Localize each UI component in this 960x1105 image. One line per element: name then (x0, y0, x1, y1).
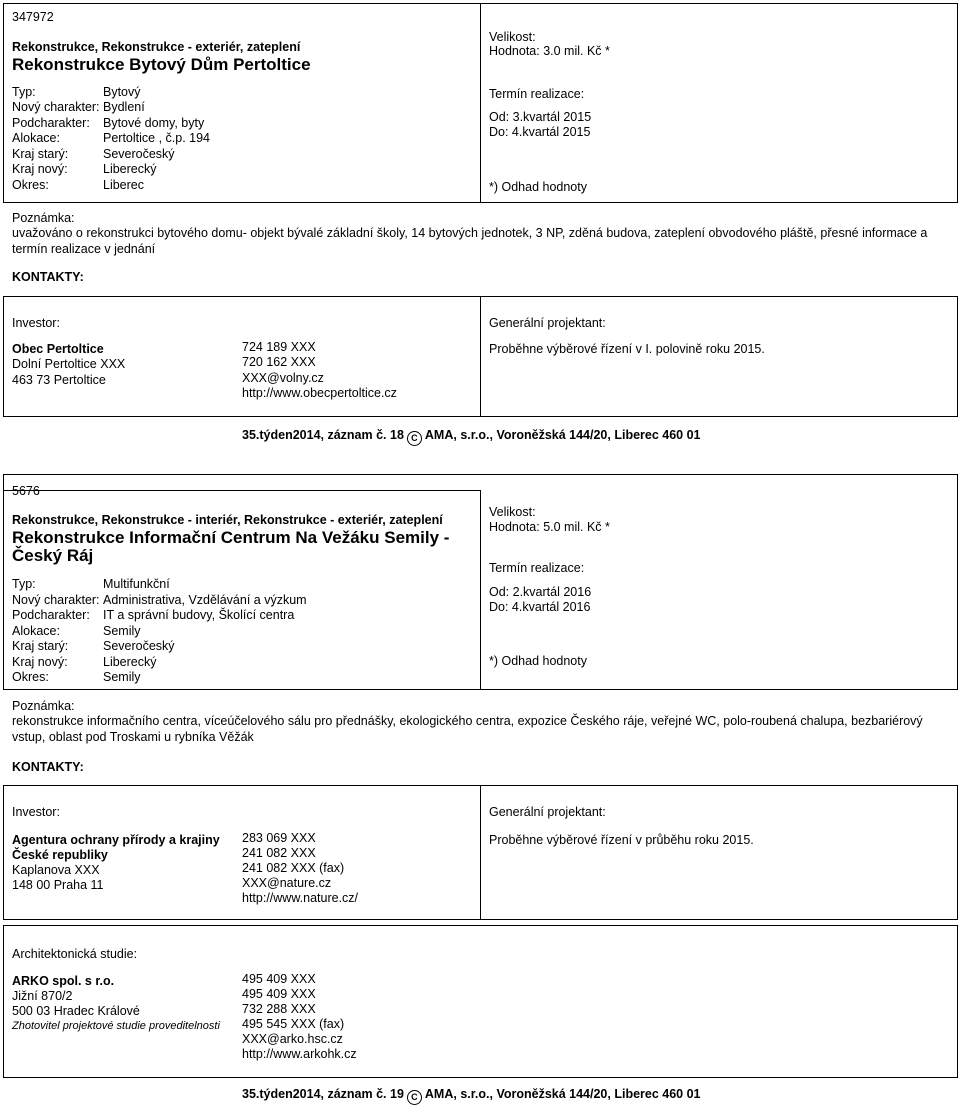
term-label: Termín realizace: (489, 87, 585, 101)
investor-contact-line: 241 082 XXX (fax) (242, 861, 345, 875)
term-to: Do: 4.kvartál 2016 (489, 600, 591, 614)
field-row (12, 593, 307, 608)
footer-pre: 35.týden2014, záznam č. 19 (242, 1087, 404, 1101)
record-title: Rekonstrukce Bytový Dům Pertoltice (12, 55, 311, 74)
record-categories: Rekonstrukce, Rekonstrukce - interiér, Rekonstrukce - exteriér, zateplení (12, 513, 443, 527)
field-value: Liberec (103, 178, 144, 192)
field-value: Liberecký (103, 162, 157, 176)
field-row (12, 147, 175, 162)
investor-contact-line: 241 082 XXX (242, 846, 316, 860)
investor-label: Investor: (12, 805, 60, 819)
investor-address-line: Kaplanova XXX (12, 863, 100, 877)
investor-address-line: Dolní Pertoltice XXX (12, 357, 126, 371)
architect-contact-line: 495 409 XXX (242, 972, 316, 986)
gp-label: Generální projektant: (489, 805, 606, 819)
architect-name: ARKO spol. s r.o. (12, 974, 115, 988)
investor-name-line1: Agentura ochrany přírody a krajiny (12, 833, 220, 847)
investor-contact-line: XXX@nature.cz (242, 876, 332, 890)
record-title-line1: Rekonstrukce Informační Centrum Na Vežáku Semily - (12, 528, 450, 547)
investor-label: Investor: (12, 316, 60, 330)
field-row (12, 670, 141, 685)
field-label: Kraj nový: (12, 162, 68, 176)
field-label: Alokace: (12, 131, 60, 145)
architect-contact-line: 732 288 XXX (242, 1002, 316, 1016)
contacts-heading: KONTAKTY: (12, 760, 84, 774)
field-value: Bydlení (103, 100, 145, 114)
investor-address-line: 148 00 Praha 11 (12, 878, 104, 892)
estimate-note: *) Odhad hodnoty (489, 654, 587, 668)
field-label: Nový charakter: (12, 100, 100, 114)
architect-address-line: 500 03 Hradec Králové (12, 1004, 140, 1018)
contacts-divider (480, 785, 481, 920)
gp-label: Generální projektant: (489, 316, 606, 330)
field-value: Semily (103, 624, 141, 638)
record-footer (242, 1087, 701, 1105)
investor-contact-line: http://www.obecpertoltice.cz (242, 386, 397, 400)
term-to: Do: 4.kvartál 2015 (489, 125, 591, 139)
record-categories: Rekonstrukce, Rekonstrukce - exteriér, zateplení (12, 40, 301, 54)
record-1-divider (480, 3, 481, 203)
contacts-heading: KONTAKTY: (12, 270, 84, 284)
field-value: Liberecký (103, 655, 157, 669)
record-id: 5676 (12, 484, 40, 498)
field-value: Severočeský (103, 147, 175, 161)
architect-contact-line: 495 545 XXX (fax) (242, 1017, 345, 1031)
investor-name-line2: České republiky (12, 848, 108, 862)
note-text: rekonstrukce informačního centra, víceúčelového sálu pro přednášky, ekologického centra, expozice Českého ráje, veřejné WC, polo-roubená chalupa, bezbariérový vstup, oblast pod Troskami u rybníka Věžák (12, 714, 923, 744)
record-2-id-separator (3, 490, 480, 491)
architect-role: Zhotovitel projektové studie proveditelnosti (12, 1020, 220, 1032)
investor-contact-line: http://www.nature.cz/ (242, 891, 359, 905)
field-row (12, 116, 204, 131)
investor-address-line: 463 73 Pertoltice (12, 373, 106, 387)
footer-post: AMA, s.r.o., Voroněžská 144/20, Liberec 460 01 (424, 428, 701, 442)
size-value: Hodnota: 3.0 mil. Kč * (489, 44, 610, 58)
field-value: Severočeský (103, 639, 175, 653)
record-id: 347972 (12, 10, 54, 24)
field-label: Okres: (12, 670, 49, 684)
field-label: Kraj nový: (12, 655, 68, 669)
footer-pre: 35.týden2014, záznam č. 18 (242, 428, 404, 442)
estimate-note: *) Odhad hodnoty (489, 180, 587, 194)
field-value: Multifunkční (103, 577, 170, 591)
architect-contact-line: 495 409 XXX (242, 987, 316, 1001)
field-label: Typ: (12, 577, 36, 591)
field-value: IT a správní budovy, Školící centra (103, 608, 295, 622)
size-value: Hodnota: 5.0 mil. Kč * (489, 520, 610, 534)
record-title-line2: Český Ráj (12, 546, 94, 565)
field-row (12, 639, 175, 654)
field-row (12, 162, 157, 177)
field-label: Okres: (12, 178, 49, 192)
field-value: Pertoltice , č.p. 194 (103, 131, 211, 145)
note-text: uvažováno o rekonstrukci bytového domu- objekt bývalé základní školy, 14 bytových jednotek, 3 NP, zděná budova, zateplení obvodového pláště, přesné informace a termín realizace v jednání (12, 226, 928, 256)
field-label: Podcharakter: (12, 608, 90, 622)
gp-text: Proběhne výběrové řízení v průběhu roku 2015. (489, 833, 754, 847)
field-row (12, 624, 141, 639)
footer-post: AMA, s.r.o., Voroněžská 144/20, Liberec 460 01 (424, 1087, 701, 1101)
architect-box (3, 925, 958, 1078)
field-value: Semily (103, 670, 141, 684)
investor-name: Obec Pertoltice (12, 342, 104, 356)
field-value: Administrativa, Vzdělávání a výzkum (103, 593, 307, 607)
term-from: Od: 2.kvartál 2016 (489, 585, 592, 599)
note-label: Poznámka: (12, 699, 75, 713)
size-label: Velikost: (489, 505, 536, 519)
copyright-icon: C (407, 431, 422, 446)
field-row (12, 178, 144, 193)
field-row (12, 577, 170, 592)
field-label: Podcharakter: (12, 116, 90, 130)
investor-contact-line: 724 189 XXX (242, 340, 316, 354)
investor-contact-line: 283 069 XXX (242, 831, 316, 845)
field-label: Alokace: (12, 624, 60, 638)
field-value: Bytové domy, byty (103, 116, 205, 130)
field-row (12, 131, 210, 146)
architect-contact-line: http://www.arkohk.cz (242, 1047, 357, 1061)
architect-contact-line: XXX@arko.hsc.cz (242, 1032, 343, 1046)
field-row (12, 655, 157, 670)
architect-address-line: Jižní 870/2 (12, 989, 73, 1003)
field-label: Kraj starý: (12, 639, 69, 653)
field-label: Kraj starý: (12, 147, 69, 161)
term-from: Od: 3.kvartál 2015 (489, 110, 592, 124)
architect-label: Architektonická studie: (12, 947, 138, 961)
record-footer (242, 428, 701, 446)
size-label: Velikost: (489, 30, 536, 44)
note-label: Poznámka: (12, 211, 75, 225)
investor-contact-line: 720 162 XXX (242, 355, 316, 369)
contacts-divider (480, 296, 481, 417)
field-label: Typ: (12, 85, 36, 99)
field-value: Bytový (103, 85, 141, 99)
field-row (12, 100, 145, 115)
field-label: Nový charakter: (12, 593, 100, 607)
term-label: Termín realizace: (489, 561, 585, 575)
copyright-icon: C (407, 1090, 422, 1105)
gp-text: Proběhne výběrové řízení v I. polovině roku 2015. (489, 342, 765, 356)
field-row (12, 85, 141, 100)
record-2-divider (480, 490, 481, 690)
investor-contact-line: XXX@volny.cz (242, 371, 324, 385)
field-row (12, 608, 294, 623)
